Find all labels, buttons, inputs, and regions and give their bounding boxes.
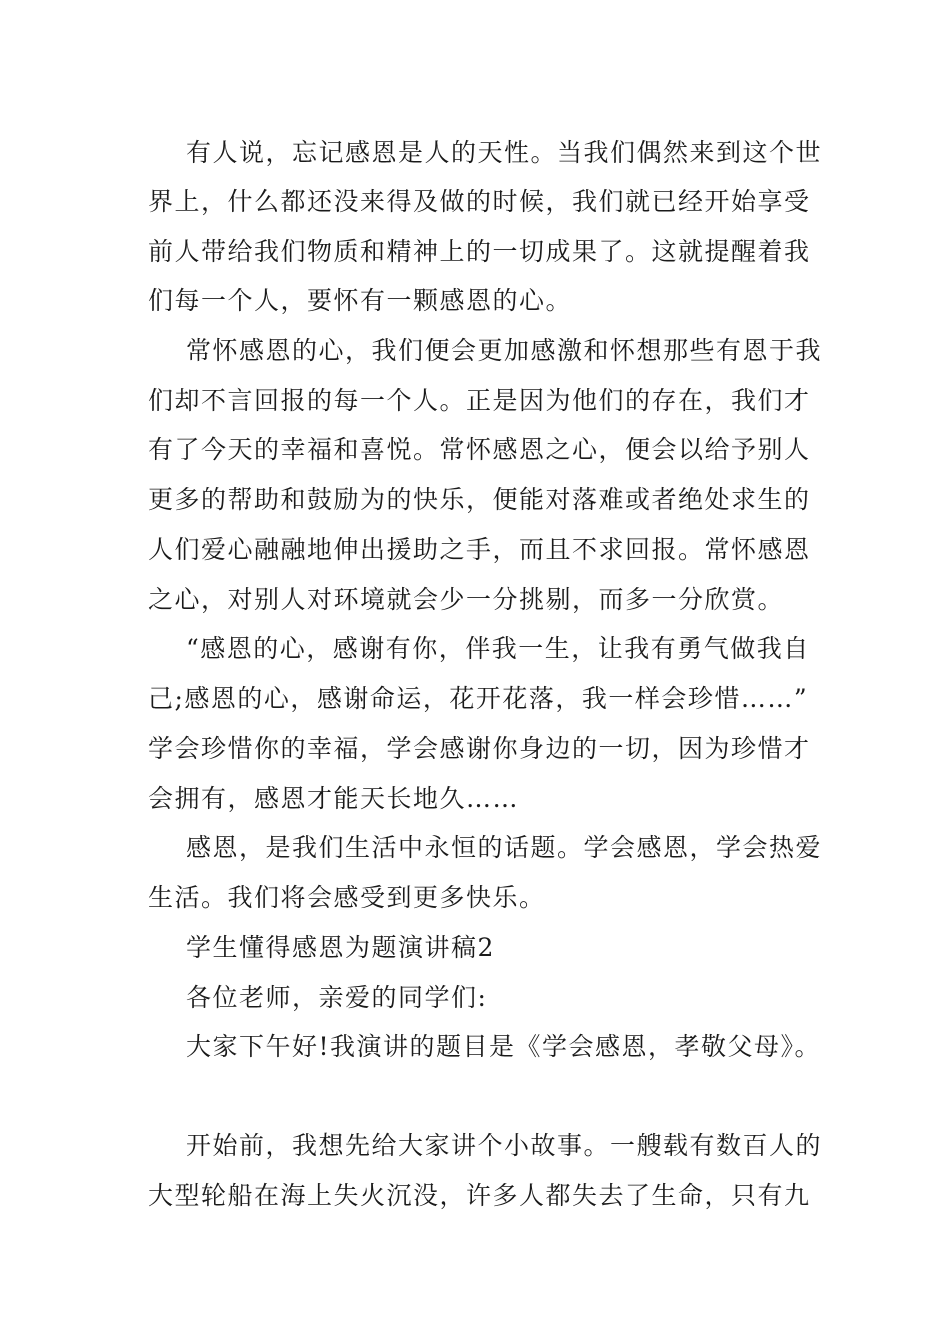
- paragraph-2-line-2: 们却不言回报的每一个人。正是因为他们的存在，我们才: [148, 386, 811, 415]
- paragraph-1-line-4: 们每一个人，要怀有一颗感恩的心。: [148, 286, 573, 315]
- paragraph-3-line-4: 会拥有，感恩才能天长地久……: [148, 784, 520, 813]
- paragraph-2-line-6: 之心，对别人对环境就会少一分挑剔，而多一分欣赏。: [148, 585, 785, 614]
- paragraph-5-line-2: 大型轮船在海上失火沉没，许多人都失去了生命，只有九: [148, 1181, 811, 1210]
- greeting-line: 大家下午好!我演讲的题目是《学会感恩，孝敬父母》。: [186, 1032, 822, 1061]
- paragraph-1-line-2: 界上，什么都还没来得及做的时候，我们就已经开始享受: [148, 187, 811, 216]
- paragraph-2-line-4: 更多的帮助和鼓励为的快乐，便能对落难或者绝处求生的: [148, 485, 811, 514]
- paragraph-2-line-5: 人们爱心融融地伸出援助之手，而且不求回报。常怀感恩: [148, 535, 811, 564]
- paragraph-3-line-3: 学会珍惜你的幸福，学会感谢你身边的一切，因为珍惜才: [148, 734, 811, 763]
- paragraph-4-line-2: 生活。我们将会感受到更多快乐。: [148, 883, 546, 912]
- paragraph-1-line-1: 有人说，忘记感恩是人的天性。当我们偶然来到这个世: [186, 138, 823, 167]
- paragraph-2-line-3: 有了今天的幸福和喜悦。常怀感恩之心，便会以给予别人: [148, 435, 811, 464]
- paragraph-1-line-3: 前人带给我们物质和精神上的一切成果了。这就提醒着我: [148, 237, 811, 266]
- paragraph-4-line-1: 感恩，是我们生活中永恒的话题。学会感恩，学会热爱: [186, 833, 823, 862]
- paragraph-3-line-1: “感恩的心，感谢有你，伴我一生，让我有勇气做我自: [186, 634, 810, 663]
- section-title: 学生懂得感恩为题演讲稿2: [186, 933, 495, 962]
- paragraph-3-line-2: 己;感恩的心，感谢命运，花开花落，我一样会珍惜……”: [148, 684, 809, 713]
- paragraph-2-line-1: 常怀感恩的心，我们便会更加感激和怀想那些有恩于我: [186, 336, 823, 365]
- salutation: 各位老师，亲爱的同学们:: [186, 983, 488, 1012]
- paragraph-5-line-1: 开始前，我想先给大家讲个小故事。一艘载有数百人的: [186, 1131, 823, 1160]
